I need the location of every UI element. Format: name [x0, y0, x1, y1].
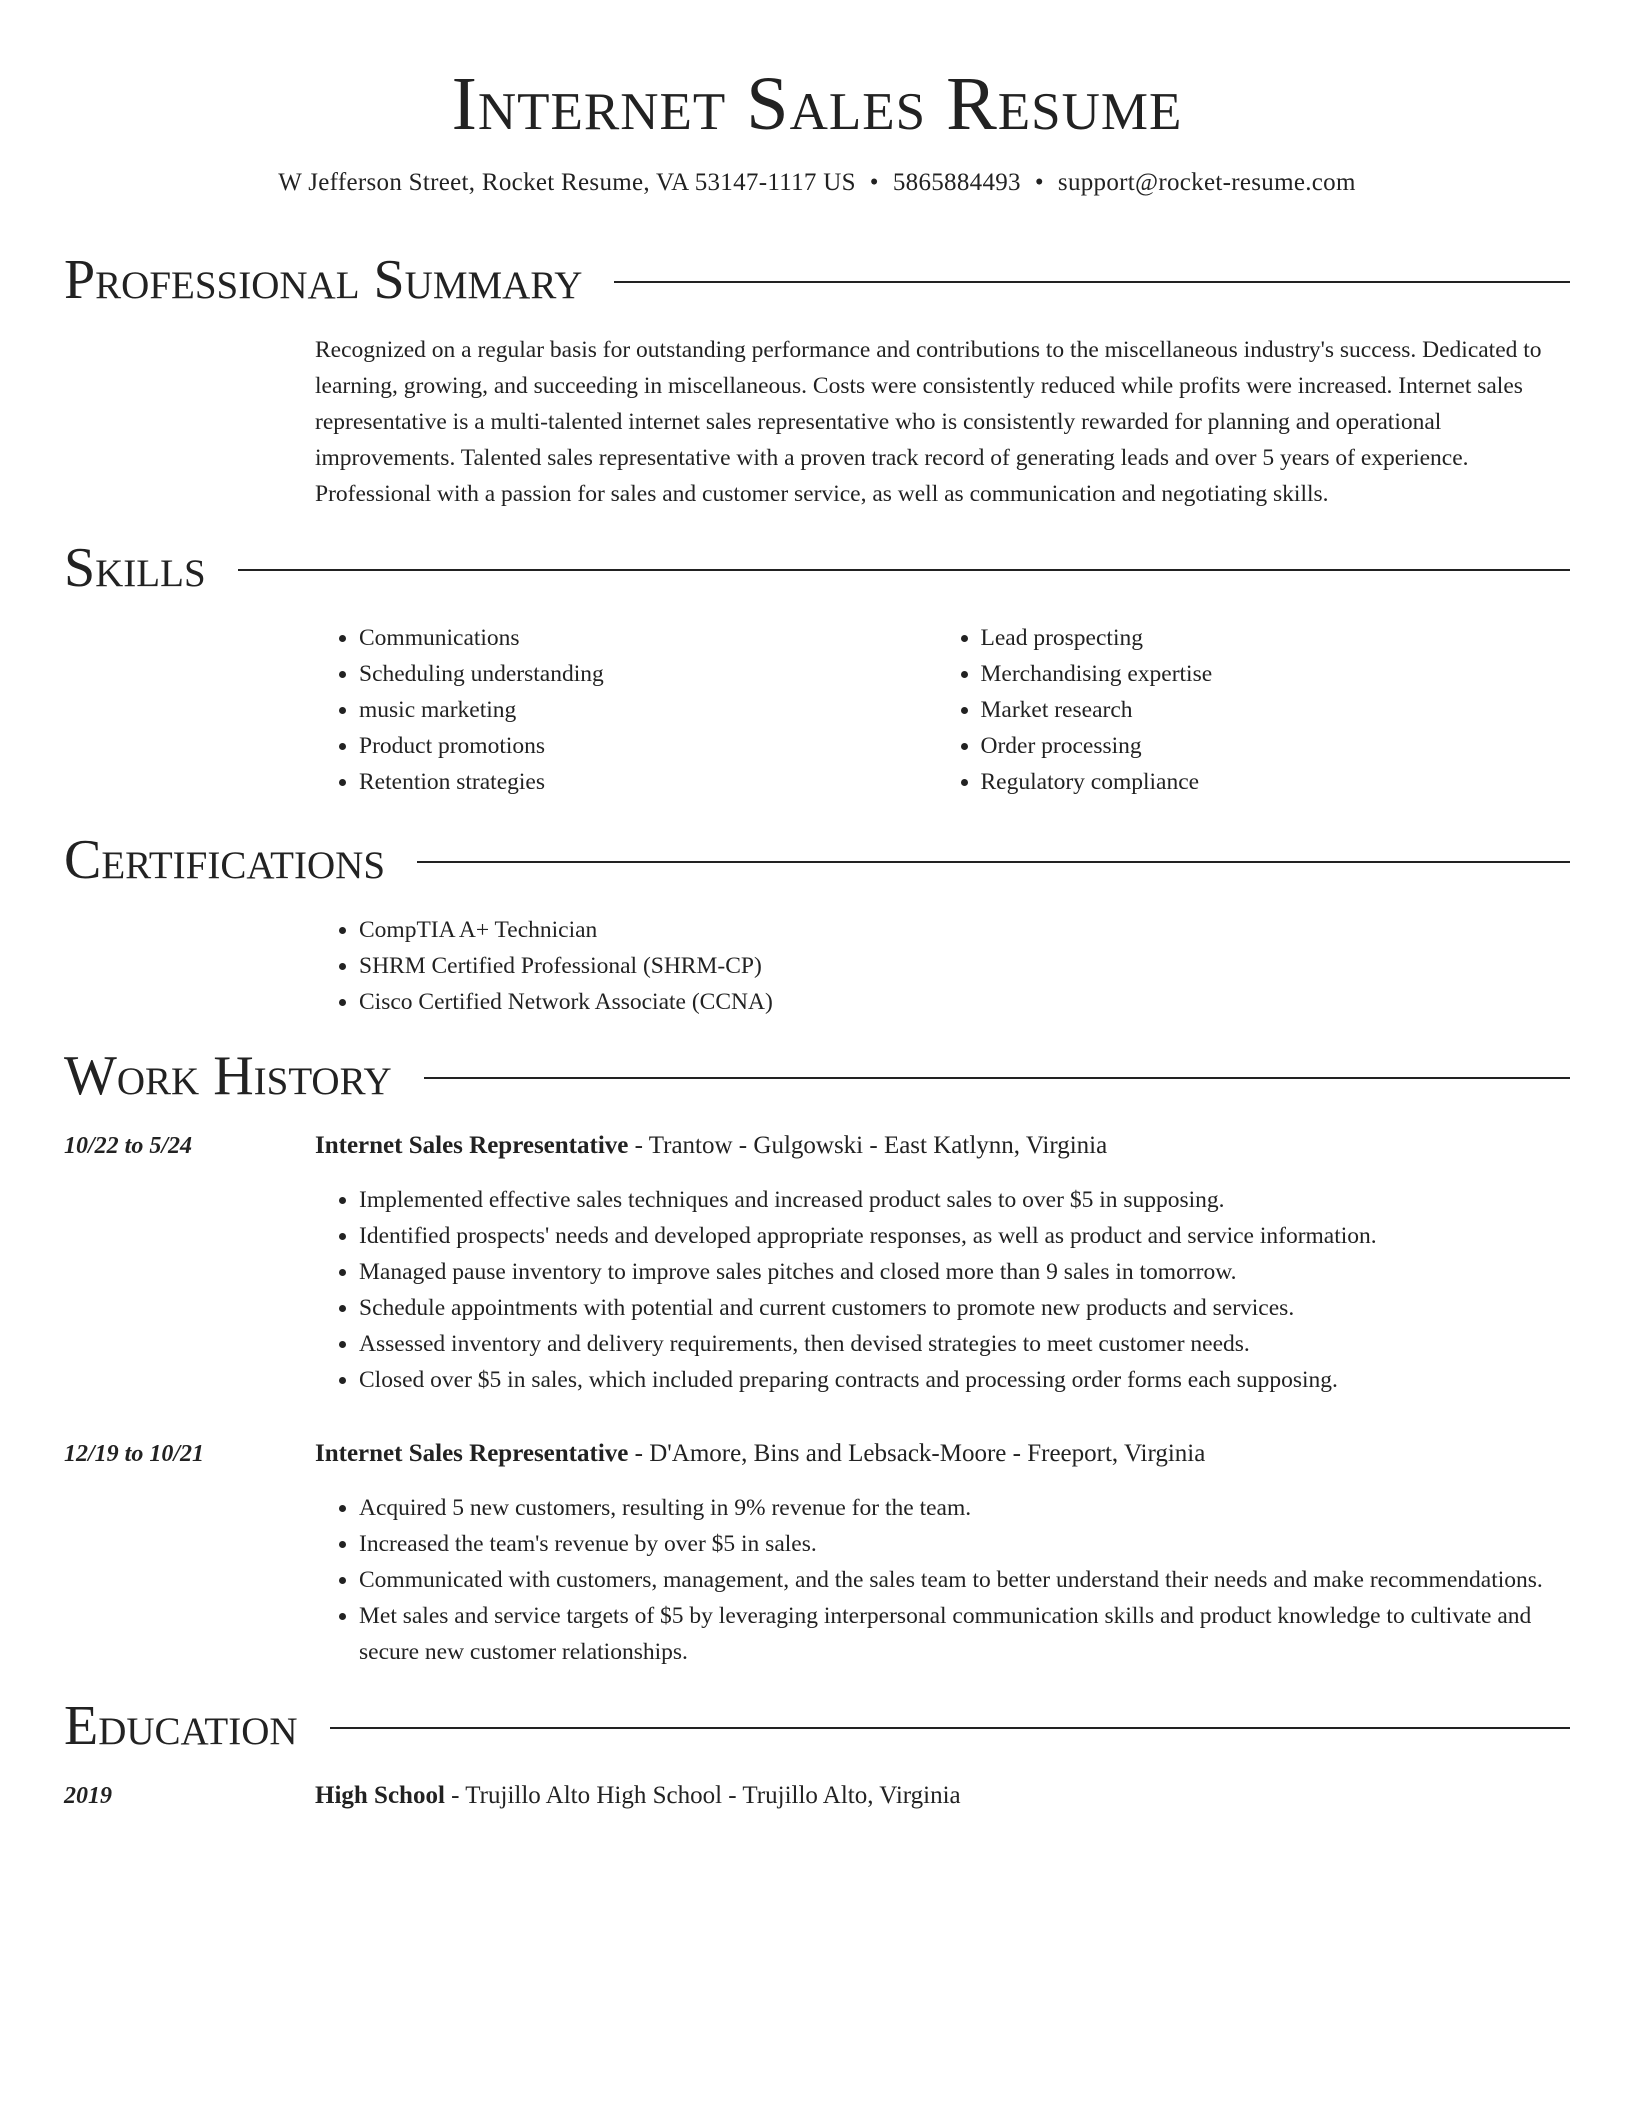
list-item: • Communications [359, 620, 943, 656]
list-item: • Cisco Certified Network Associate (CCNA) [359, 984, 1570, 1020]
list-item: • Communicated with customers, management, and the sales team to better understand their needs and make recommendations. [359, 1562, 1570, 1598]
separator-dot: • [869, 169, 879, 196]
list-item: • Identified prospects' needs and developed appropriate responses, as well as product and service information. [359, 1218, 1570, 1254]
section-title-education: Education [64, 1695, 298, 1757]
section-header-work [64, 1046, 1570, 1106]
section-divider [424, 1077, 1570, 1079]
job-title: Internet Sales Representative [315, 1132, 629, 1159]
summary-text: Recognized on a regular basis for outstanding performance and contributions to the miscellaneous industry's success. Dedicated to learning, growing, and succeeding in miscellaneous. Costs were consistently reduced while profits were increased. Internet sales representative is a multi-talented internet sales representative who is consistently rewarded for planning and operational improvements. Talented sales representative with a proven track record of generating leads and over 5 years of experience. Professional with a passion for sales and customer service, as well as communication and negotiating skills. [315, 337, 1542, 507]
contact-email: support@rocket-resume.com [1057, 169, 1356, 196]
list-item: • Scheduling understanding [359, 656, 943, 692]
education-year: 2019 [64, 1783, 112, 1809]
resume-title: Internet Sales Resume [451, 62, 1183, 146]
job-employer: - Trantow - Gulgowski - East Katlynn, Virginia [628, 1132, 1108, 1159]
list-item: • music marketing [359, 692, 943, 728]
education-content [315, 1778, 1570, 1814]
list-item: • Closed over $5 in sales, which included preparing contracts and processing order forms each supposing. [359, 1362, 1570, 1398]
list-item: • Met sales and service targets of $5 by leveraging interpersonal communication skills and product knowledge to cultivate and secure new customer relationships. [359, 1598, 1570, 1670]
job-bullets [315, 1490, 1570, 1670]
list-item: • SHRM Certified Professional (SHRM-CP) [359, 948, 1570, 984]
list-item: • Order processing [981, 728, 1571, 764]
list-item: • Market research [981, 692, 1571, 728]
list-item: • Implemented effective sales techniques and increased product sales to over $5 in supposing. [359, 1182, 1570, 1218]
section-header-skills [64, 538, 1570, 598]
job-content [315, 1128, 1570, 1398]
skills-section [315, 620, 1570, 800]
section-title-skills: Skills [64, 537, 206, 599]
job-dates: 10/22 to 5/24 [64, 1133, 193, 1159]
section-divider [238, 569, 1570, 571]
education-entry [64, 1778, 1570, 1814]
certifications-section [315, 912, 1570, 1020]
list-item: • Schedule appointments with potential and current customers to promote new products and services. [359, 1290, 1570, 1326]
section-header-certifications [64, 830, 1570, 890]
contact-address: W Jefferson Street, Rocket Resume, VA 53147-1117 US [278, 169, 856, 196]
list-item: • Regulatory compliance [981, 764, 1571, 800]
section-title-summary: Professional Summary [64, 249, 583, 311]
job-title-line [315, 1128, 1570, 1164]
section-header-summary [64, 250, 1570, 310]
job-title-line [315, 1436, 1570, 1472]
section-divider [417, 861, 1570, 863]
section-divider [330, 1727, 1570, 1729]
list-item: • Increased the team's revenue by over $5 in sales. [359, 1526, 1570, 1562]
skills-list-left [315, 620, 943, 800]
list-item: • Acquired 5 new customers, resulting in 9% revenue for the team. [359, 1490, 1570, 1526]
job-bullets [315, 1182, 1570, 1398]
section-header-education [64, 1696, 1570, 1756]
education-school: - Trujillo Alto High School - Trujillo Alto, Virginia [444, 1782, 961, 1809]
job-title: Internet Sales Representative [315, 1440, 629, 1467]
list-item: • Managed pause inventory to improve sales pitches and closed more than 9 sales in tomorrow. [359, 1254, 1570, 1290]
list-item: • Assessed inventory and delivery requirements, then devised strategies to meet customer needs. [359, 1326, 1570, 1362]
section-divider [614, 281, 1570, 283]
job-entry [64, 1436, 1570, 1670]
contact-line [64, 166, 1570, 200]
job-content [315, 1436, 1570, 1670]
contact-phone: 5865884493 [892, 169, 1021, 196]
job-dates: 12/19 to 10/21 [64, 1441, 205, 1467]
list-item: • Retention strategies [359, 764, 943, 800]
job-entry [64, 1128, 1570, 1398]
certifications-list [315, 912, 1570, 1020]
list-item: • Product promotions [359, 728, 943, 764]
summary-section [315, 332, 1570, 512]
list-item: • Lead prospecting [981, 620, 1571, 656]
job-employer: - D'Amore, Bins and Lebsack-Moore - Freeport, Virginia [628, 1440, 1206, 1467]
section-title-work: Work History [64, 1045, 392, 1107]
education-line [315, 1778, 1570, 1814]
separator-dot: • [1034, 169, 1044, 196]
list-item: • Merchandising expertise [981, 656, 1571, 692]
skills-list-right [943, 620, 1571, 800]
list-item: • CompTIA A+ Technician [359, 912, 1570, 948]
section-title-certifications: Certifications [64, 829, 386, 891]
education-degree: High School [315, 1782, 445, 1809]
